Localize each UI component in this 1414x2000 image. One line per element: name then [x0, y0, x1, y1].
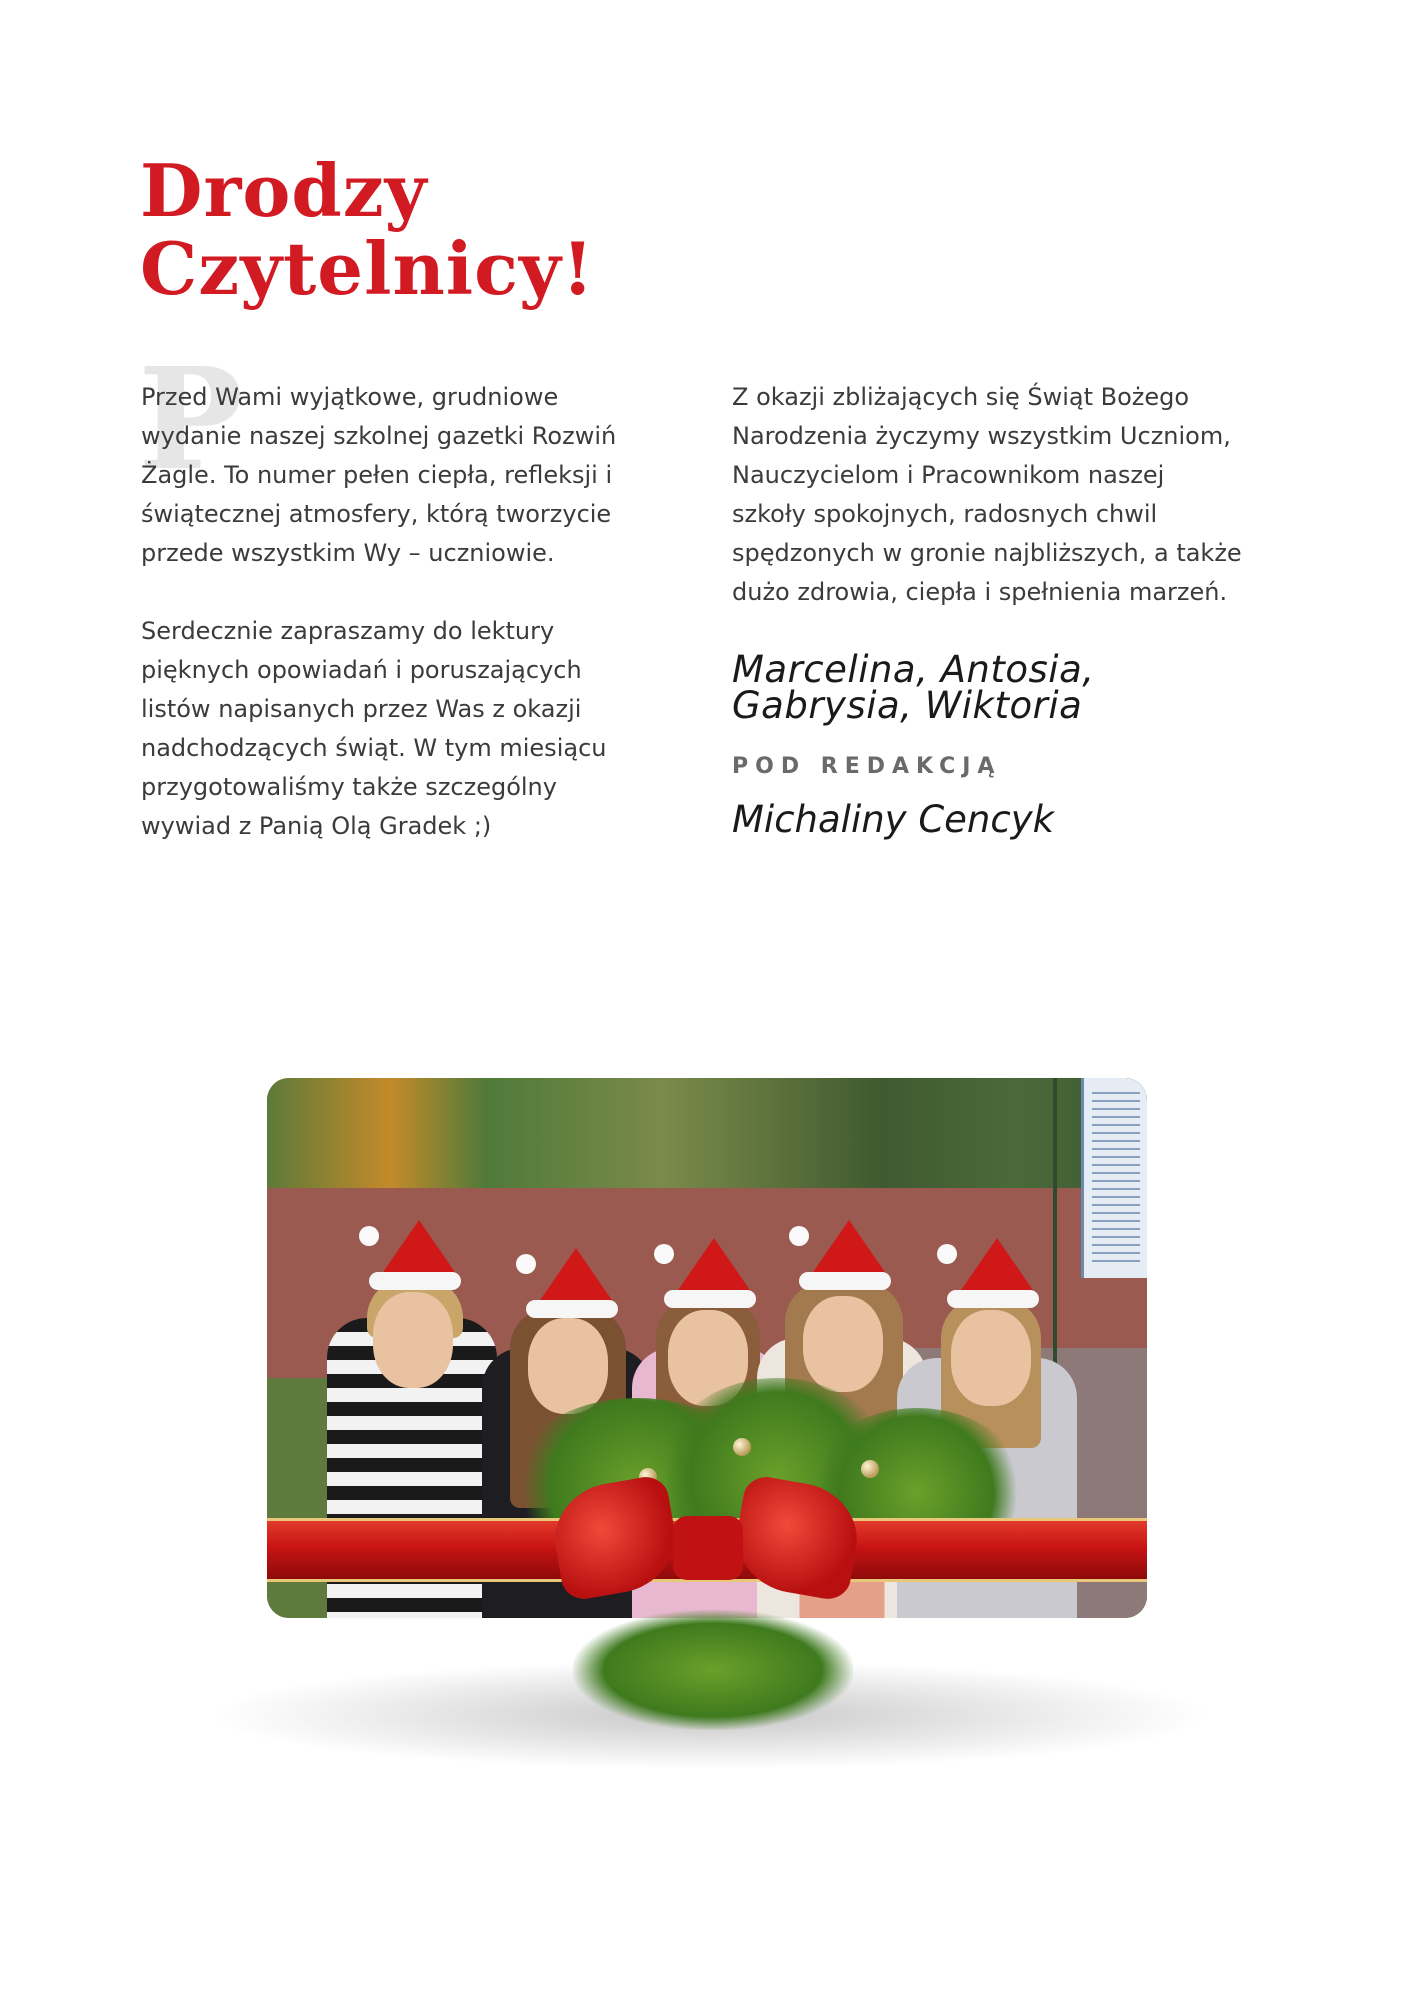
santa-hat-icon — [795, 1220, 895, 1290]
wishes-paragraph: Z okazji zbliżających się Świąt Bożego Narodzenia życzymy wszystkim Uczniom, Nauczycielom i Pracownikom naszej szkoły spokojnych, radosnych chwil spędzonych w gronie najbliższych, a także dużo zdrowia, ciepła i spełnienia marzeń. — [732, 383, 1242, 606]
person-4-head — [803, 1296, 883, 1392]
photo-notice-board — [1081, 1078, 1147, 1278]
santa-hat-icon — [522, 1248, 622, 1318]
group-photo — [267, 1078, 1147, 1618]
intro-paragraph: Przed Wami wyjątkowe, grudniowe wydanie naszej szkolnej gazetki Rozwiń Żagle. To numer pełen ciepła, refleksji i świątecznej atmosfery, którą tworzycie przede wszystkim Wy – uczniowie. — [141, 383, 617, 567]
page-title — [140, 148, 700, 311]
editor-label: POD REDAKCJĄ — [732, 754, 1002, 779]
editor-signature: Michaliny Cencyk — [732, 798, 1055, 841]
authors-signature: Marcelina, Antosia, Gabrysia, Wiktoria — [732, 648, 1095, 727]
santa-hat-icon — [660, 1238, 760, 1308]
santa-hat-icon — [943, 1238, 1043, 1308]
drop-cap-decoration: P — [138, 338, 244, 502]
left-column — [141, 378, 661, 885]
photo-trees — [267, 1078, 1147, 1188]
right-column — [732, 378, 1292, 651]
santa-hat-icon — [365, 1220, 465, 1290]
ornament-icon — [861, 1460, 879, 1478]
person-2-head — [528, 1318, 608, 1414]
title-line-1: Drodzy — [140, 148, 428, 233]
pine-branch-icon — [573, 1610, 853, 1730]
ornament-icon — [733, 1438, 751, 1456]
person-1-head — [373, 1292, 453, 1388]
title-line-2: Czytelnicy! — [140, 226, 595, 311]
person-5-head — [951, 1310, 1031, 1406]
invitation-paragraph: Serdecznie zapraszamy do lektury pięknych opowiadań i poruszających listów napisanych przez Was z okazji nadchodzących świąt. W tym miesiącu przygotowaliśmy także szczególny wywiad z Panią Olą Gradek ;) — [141, 617, 607, 840]
bow-knot — [673, 1516, 743, 1580]
